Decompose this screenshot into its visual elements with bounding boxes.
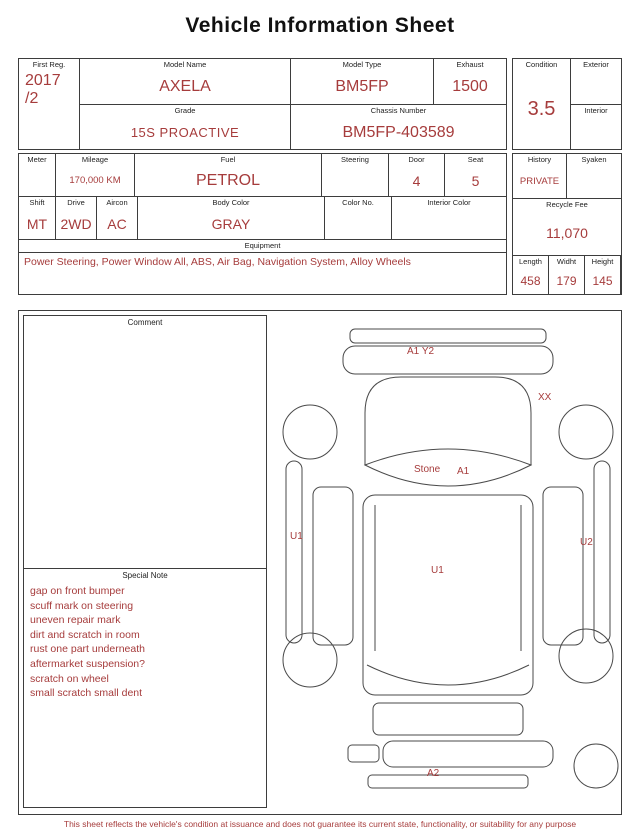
damage-annotation: A1 Y2 — [407, 346, 435, 357]
front-top-strip-shape — [350, 329, 546, 343]
left-door-shape — [313, 487, 353, 645]
special-note-line: uneven repair mark — [30, 614, 121, 627]
body-color-cell — [138, 197, 324, 239]
mileage-cell — [56, 154, 134, 196]
chassis-number-label: Chassis Number — [370, 106, 427, 115]
equipment-value: Power Steering, Power Window All, ABS, Air Bag, Navigation System, Alloy Wheels — [24, 256, 411, 268]
wheel-rear-left — [283, 633, 337, 687]
special-note-label: Special Note — [122, 571, 168, 580]
seat-label: Seat — [467, 155, 484, 164]
aircon-value: AC — [107, 215, 127, 232]
history-recycle-table — [512, 153, 622, 295]
wheel-rear-right — [559, 629, 613, 683]
grade-value: 15S PROACTIVE — [130, 125, 240, 140]
damage-annotation: A1 — [457, 466, 470, 477]
rear-bottom-strip-shape — [368, 775, 528, 788]
steering-cell — [322, 154, 388, 196]
chassis-number-value: BM5FP-403589 — [342, 123, 455, 141]
comment-panel — [23, 315, 267, 808]
exhaust-label: Exhaust — [456, 60, 484, 69]
meter-label: Meter — [27, 155, 47, 164]
steering-label: Steering — [341, 155, 369, 164]
damage-annotation: A2 — [427, 768, 440, 779]
special-note-line: small scratch small dent — [30, 687, 143, 700]
page-title: Vehicle Information Sheet — [185, 14, 455, 37]
rear-bumper-shape — [383, 741, 553, 767]
equipment-header-cell — [19, 240, 506, 252]
damage-annotation: Stone — [414, 464, 441, 475]
wheel-front-left — [283, 405, 337, 459]
model-type-value: BM5FP — [335, 78, 389, 95]
history-cell — [513, 154, 566, 198]
damage-annotation: U2 — [580, 537, 593, 548]
car-top-view-diagram — [269, 315, 619, 809]
windshield-shape — [365, 449, 531, 486]
comment-label: Comment — [127, 318, 163, 327]
color-no-label: Color No. — [342, 198, 374, 207]
width-value: 179 — [556, 273, 577, 288]
trunk-shape — [373, 703, 523, 735]
special-note-line: gap on front bumper — [30, 585, 125, 597]
right-door-shape — [543, 487, 583, 645]
length-value: 458 — [520, 273, 541, 288]
recycle-fee-label: Recycle Fee — [546, 200, 588, 209]
exterior-label: Exterior — [583, 60, 609, 69]
drive-cell — [56, 197, 96, 239]
left-sill-shape — [286, 461, 302, 643]
door-label: Door — [408, 155, 425, 164]
exterior-cell — [571, 59, 621, 104]
rear-left-corner-shape — [348, 745, 379, 762]
first-reg-year: 2017 — [25, 72, 61, 89]
special-note-line: aftermarket suspension? — [30, 657, 145, 670]
interior-color-cell — [392, 197, 506, 239]
recycle-fee-cell — [513, 199, 621, 255]
first-reg-month: /2 — [25, 90, 39, 107]
equipment-value-cell — [19, 253, 506, 294]
fuel-label: Fuel — [220, 155, 236, 164]
grade-cell — [80, 105, 290, 149]
model-type-cell — [291, 59, 433, 104]
equipment-label: Equipment — [244, 241, 281, 250]
fuel-value: PETROL — [195, 171, 260, 189]
interior-label: Interior — [584, 106, 608, 115]
chassis-number-cell — [291, 105, 506, 149]
spare-tire-shape — [574, 744, 618, 788]
special-note-list — [24, 580, 266, 701]
height-cell — [585, 256, 620, 294]
special-note-line: dirt and scratch in room — [30, 628, 140, 641]
first-reg-cell — [19, 59, 79, 149]
length-cell — [513, 256, 548, 294]
seat-cell — [445, 154, 506, 196]
interior-color-label: Interior Color — [427, 198, 471, 207]
grade-label: Grade — [174, 106, 196, 115]
exhaust-value: 1500 — [452, 78, 488, 95]
disclaimer-text: This sheet reflects the vehicle's condition at issuance and does not guarantee its current state, functionality, or suitability for any purpose — [63, 819, 577, 829]
history-value: PRIVATE — [519, 176, 560, 187]
mileage-label: Mileage — [81, 155, 109, 164]
damage-annotation: U1 — [431, 565, 444, 576]
special-note-line: rust one part underneath — [30, 643, 145, 656]
damage-annotation: U1 — [290, 531, 303, 542]
door-cell — [389, 154, 444, 196]
drive-value: 2WD — [60, 215, 92, 232]
condition-detail-box — [18, 310, 622, 815]
drive-label: Drive — [67, 198, 85, 207]
body-color-value: GRAY — [211, 215, 251, 232]
model-type-label: Model Type — [342, 60, 382, 69]
exhaust-cell — [434, 59, 506, 104]
aircon-cell — [97, 197, 137, 239]
wheel-front-right — [559, 405, 613, 459]
front-bumper-shape — [343, 346, 553, 374]
height-value: 145 — [592, 273, 613, 288]
condition-label: Condition — [525, 60, 558, 69]
width-label: Widht — [556, 257, 577, 266]
damage-annotation: XX — [538, 392, 552, 403]
model-name-value: AXELA — [159, 78, 211, 95]
special-note-section — [24, 568, 266, 701]
condition-value: 3.5 — [527, 98, 556, 120]
model-info-table — [18, 58, 507, 150]
aircon-label: Aircon — [106, 198, 128, 207]
shift-cell — [19, 197, 55, 239]
color-no-cell — [325, 197, 391, 239]
height-label: Height — [591, 257, 614, 266]
syaken-cell — [567, 154, 621, 198]
spec-table — [18, 153, 507, 295]
condition-cell — [513, 59, 570, 149]
special-note-line: scuff mark on steering — [30, 599, 134, 612]
first-reg-label: First Reg. — [32, 60, 66, 69]
special-note-line: scratch on wheel — [30, 672, 109, 685]
door-value: 4 — [412, 172, 421, 189]
right-sill-shape — [594, 461, 610, 643]
seat-value: 5 — [471, 172, 480, 189]
fuel-cell — [135, 154, 321, 196]
shift-label: Shift — [29, 198, 45, 207]
recycle-fee-value: 11,070 — [546, 224, 588, 241]
length-label: Length — [519, 257, 542, 266]
history-label: History — [527, 155, 552, 164]
model-name-cell — [80, 59, 290, 104]
interior-cell — [571, 105, 621, 149]
body-color-label: Body Color — [212, 198, 250, 207]
width-cell — [549, 256, 584, 294]
mileage-value: 170,000 KM — [69, 175, 121, 186]
syaken-label: Syaken — [581, 155, 607, 164]
car-outline-svg — [269, 315, 619, 809]
shift-value: MT — [26, 215, 48, 232]
meter-cell — [19, 154, 55, 196]
rear-window-shape — [367, 665, 529, 685]
model-name-label: Model Name — [163, 60, 207, 69]
condition-table — [512, 58, 622, 150]
hood-shape — [365, 377, 531, 465]
cabin-shape — [363, 495, 533, 695]
